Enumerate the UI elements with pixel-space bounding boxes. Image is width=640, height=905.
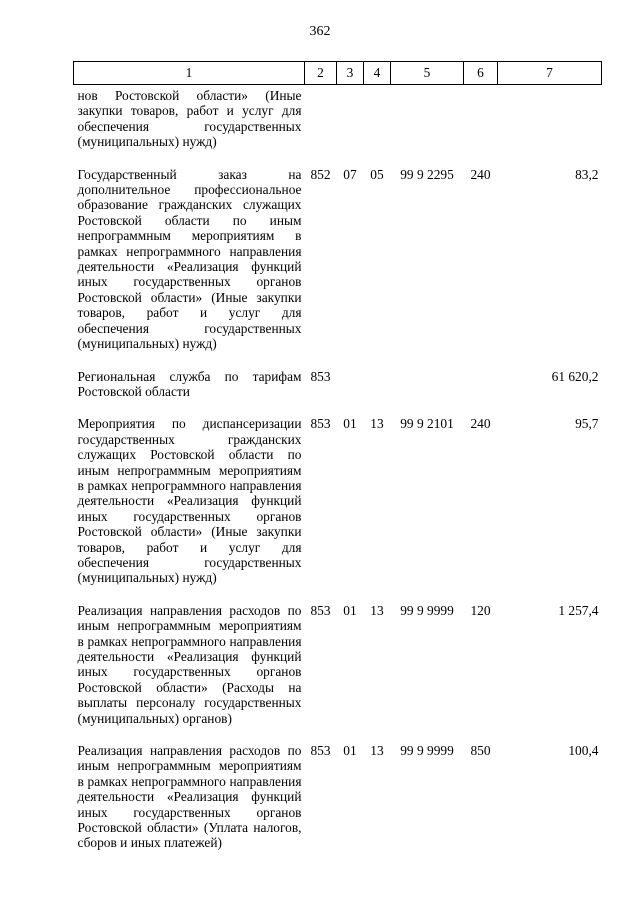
row-target: 99 9 2295 [400,166,454,182]
row-expense-type: 120 [470,602,491,618]
row-amount: 95,7 [575,416,599,432]
row-section: 07 [343,166,357,182]
row-subsection: 13 [370,602,384,618]
row-expense-type: 240 [470,416,491,432]
row-amount [498,85,602,150]
header-cell-expense-type: 6 [464,62,498,85]
header-cell-amount: 7 [498,62,602,85]
row-ministry: 852 [310,166,331,182]
row-description: Реализация направления расходов по иным непрограммным мероприятиям в рамках непрограммного направления деятельности «Реализация функций иных государственных органов Ростовской области» (Уплата налогов, сборов и иных платежей) [77,743,302,851]
table-row [74,726,602,851]
table-row [74,399,602,585]
table-row [74,352,602,400]
row-section: 01 [343,743,357,759]
table-row [74,586,602,726]
row-subsection: 13 [370,743,384,759]
table-row [74,150,602,352]
header-cell-subsection: 4 [364,62,391,85]
row-description: Государственный заказ на дополнительное профессиональное образование гражданских служащих Ростовской области по иным непрограммным мероприятиям в рамках непрограммного направления деятельности «Реализация функций иных государственных органов Ростовской области» (Иные закупки товаров, работ и услуг для обеспечения государственных (муниципальных) нужд) [77,166,302,352]
row-ministry [305,85,337,150]
row-expense-type [464,352,498,400]
row-expense-type: 240 [470,166,491,182]
budget-table [73,61,602,851]
row-section [337,85,364,150]
header-cell-section: 3 [337,62,364,85]
page-number: 362 [309,24,331,39]
row-target [391,85,464,150]
row-target [391,352,464,400]
row-ministry: 853 [310,368,331,384]
row-ministry: 853 [310,602,331,618]
row-subsection: 05 [370,166,384,182]
row-target: 99 9 9999 [400,602,454,618]
row-expense-type: 850 [470,743,491,759]
row-amount: 1 257,4 [558,602,599,618]
row-target: 99 9 2101 [400,416,454,432]
row-amount: 83,2 [575,166,599,182]
row-description: Мероприятия по диспансеризации государственных гражданских служащих Ростовской области по иным непрограммным мероприятиям в рамках непрограммного направления деятельности «Реализация функций иных государственных органов Ростовской области» (Иные закупки товаров, работ и услуг для обеспечения государственных (муниципальных) нужд) [77,416,302,586]
row-amount: 100,4 [568,743,599,759]
row-subsection [364,85,391,150]
row-ministry: 853 [310,743,331,759]
row-section: 01 [343,416,357,432]
row-target: 99 9 9999 [400,743,454,759]
table-row [74,85,602,150]
header-cell-ministry: 2 [305,62,337,85]
header-cell-target: 5 [391,62,464,85]
table-header-row [74,62,602,85]
row-description: Региональная служба по тарифам Ростовской области [77,368,302,399]
row-amount: 61 620,2 [551,368,599,384]
row-description: нов Ростовской области» (Иные закупки товаров, работ и услуг для обеспечения государственных (муниципальных) нужд) [77,88,302,150]
row-ministry: 853 [310,416,331,432]
row-description: Реализация направления расходов по иным непрограммным мероприятиям в рамках непрограммного направления деятельности «Реализация функций иных государственных органов Ростовской области» (Расходы на выплаты персоналу государственных (муниципальных) органов) [77,602,302,726]
row-subsection [364,352,391,400]
row-expense-type [464,85,498,150]
row-section: 01 [343,602,357,618]
row-subsection: 13 [370,416,384,432]
row-section [337,352,364,400]
header-cell-description: 1 [74,62,305,85]
